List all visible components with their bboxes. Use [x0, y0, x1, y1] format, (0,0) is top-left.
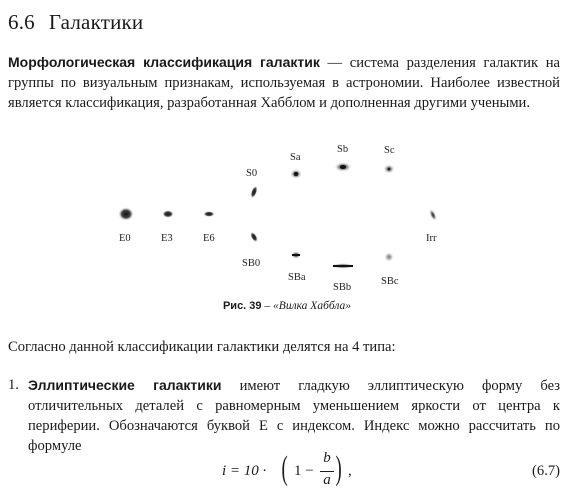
galaxy-s0-image [249, 184, 259, 199]
galaxy-sbb-bar [333, 265, 353, 267]
section-title: Галактики [48, 10, 144, 34]
formula-comma: , [348, 463, 352, 479]
equation-number: (6.7) [532, 463, 560, 479]
galaxy-irr-image [427, 207, 438, 222]
galaxy-e6-image [203, 211, 215, 217]
galaxy-sc-core [388, 168, 391, 171]
caption-title: «Вилка Хаббла» [273, 300, 352, 312]
label-sc: Sc [384, 145, 395, 156]
list-marker: 1. [8, 377, 19, 393]
list-item-term: Эллиптические галактики [28, 377, 222, 393]
galaxy-sba-bar [292, 254, 300, 256]
list-item-description: имеют гладкую эллиптическую форму без отличительных деталей с равномерным уменьшением яркости от центра к периферии. Обозначаются буквой E с индексом. Индекс можно рассчитать по формуле [28, 378, 560, 454]
intro-paragraph [8, 52, 560, 113]
intro-term: Морфологическая классификация галактик [8, 54, 320, 70]
figure-caption [0, 300, 574, 312]
types-intro-paragraph: Согласно данной классификации галактики делятся на 4 типа: [8, 339, 396, 355]
galaxy-sb-core [340, 165, 346, 169]
label-sb: Sb [337, 144, 349, 155]
galaxy-e3-image [162, 210, 174, 218]
formula-denominator: a [323, 472, 331, 488]
label-e6: E6 [203, 233, 215, 244]
formula-lhs: i = 10 · [222, 463, 267, 479]
label-sba: SBa [288, 272, 306, 283]
hubble-tuning-fork-figure [110, 142, 450, 302]
galaxy-sb0-image [248, 230, 259, 243]
label-sa: Sa [290, 152, 301, 163]
galaxy-e0-image [118, 207, 134, 221]
label-s0: S0 [246, 168, 258, 179]
formula-open-paren: ( [281, 450, 288, 487]
section-heading [8, 10, 143, 35]
label-sbb: SBb [333, 282, 352, 293]
section-number: 6.6 [8, 10, 35, 34]
label-e0: E0 [119, 233, 131, 244]
caption-lead: Рис. 39 [222, 300, 262, 312]
formula-close-paren: ) [335, 450, 342, 487]
galaxy-diagram [110, 142, 450, 302]
formula-numerator: b [323, 450, 331, 466]
intro-text: — система разделения галактик на группы по визуальным признакам, используемая в астрономии. Наиболее известной является классификация, разработанная Хабблом и дополненная другими учеными. [8, 55, 560, 111]
caption-separator: – [261, 300, 274, 312]
formula-one-minus: 1 − [294, 463, 314, 479]
label-e3: E3 [161, 233, 173, 244]
label-sb0: SB0 [242, 258, 261, 269]
list-item-text [28, 375, 560, 456]
galaxy-sa-core [294, 172, 298, 176]
label-irr: Irr [426, 233, 437, 244]
galaxy-sbc-image [384, 252, 394, 262]
label-sbc: SBc [381, 276, 399, 287]
